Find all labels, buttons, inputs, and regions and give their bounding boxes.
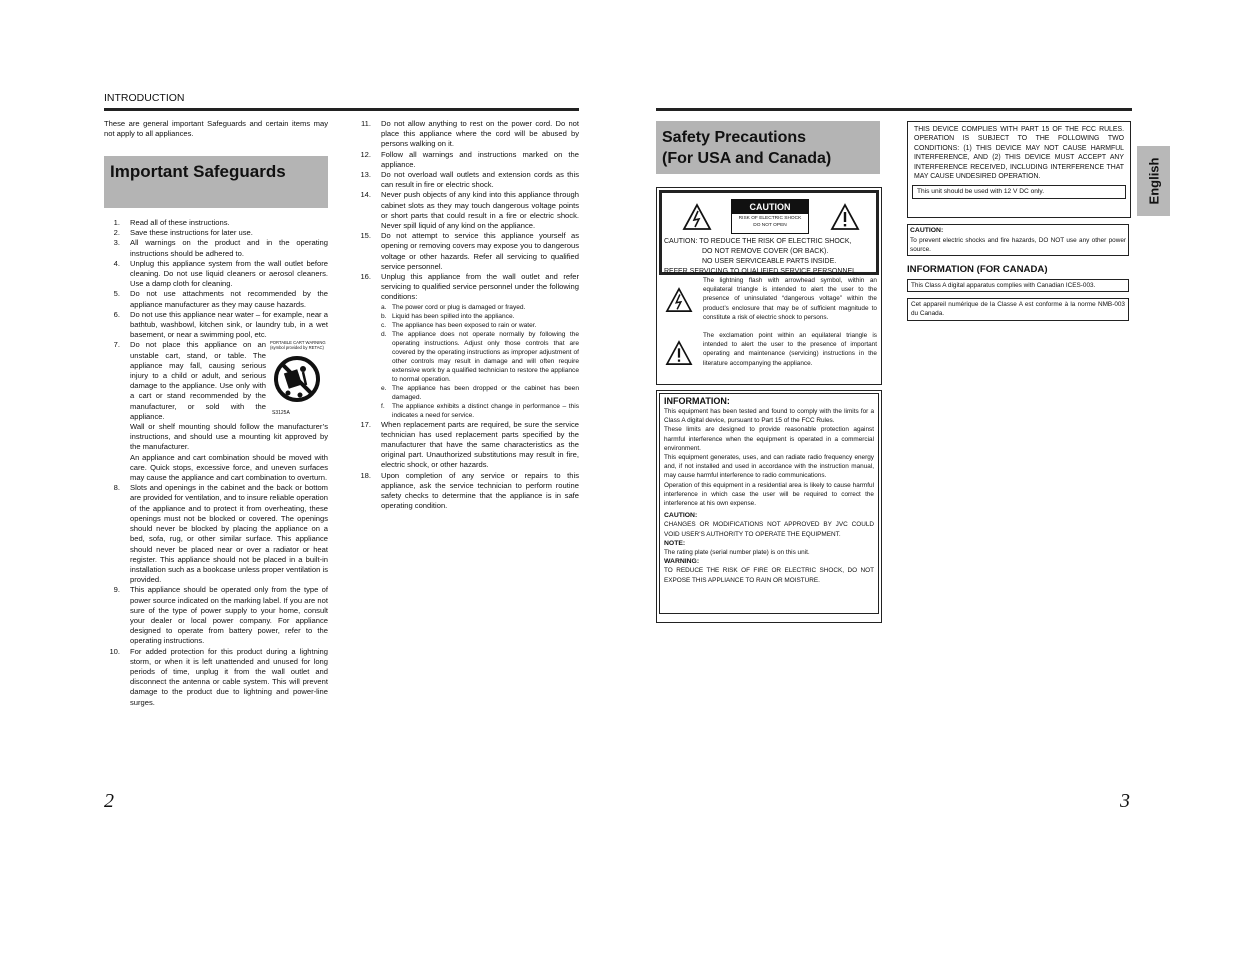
safeguards-list-11-16 <box>355 119 579 303</box>
canada-en-text: This Class A digital apparatus complies with Canadian ICES-003. <box>911 282 1096 289</box>
list-item <box>355 150 579 170</box>
condition-letter: c. <box>381 321 387 329</box>
item-text: Read all of these instructions. <box>130 218 230 227</box>
item-number: 14. <box>360 190 371 200</box>
item-text: Do not use this appliance near water – for example, near a bathtub, washbowl, kitchen sink, or laundry tub, in a wet basement, or near a swimming pool, etc. <box>130 309 328 340</box>
exclamation-triangle-icon-small <box>665 340 693 366</box>
item-number: 10. <box>109 646 120 656</box>
caution-label: CAUTION <box>732 200 808 214</box>
list-item <box>104 340 328 483</box>
list-item <box>104 259 328 290</box>
page-number-left: 2 <box>104 790 114 812</box>
intro-text: These are general important Safeguards and certain items may not apply to all appliances. <box>104 119 328 139</box>
condition-item <box>381 303 579 312</box>
canada-en-box <box>907 279 1129 292</box>
caution-line-1: CAUTION: TO REDUCE THE RISK OF ELECTRIC SHOCK, <box>664 238 852 245</box>
caution2-heading: CAUTION: <box>664 512 698 520</box>
item-number: 12. <box>360 149 371 159</box>
item-number: 4. <box>113 258 120 268</box>
condition-text: The appliance has been exposed to rain or water. <box>392 321 537 329</box>
caution-sub-2: DO NOT OPEN <box>753 222 787 228</box>
list-item <box>355 190 579 231</box>
caution-label-box <box>659 190 879 275</box>
important-safeguards-title <box>104 156 328 208</box>
cart-caption-bottom: S3125A <box>272 410 290 417</box>
lightning-text: The lightning flash with arrowhead symbol, within an equilateral triangle is intended to alert the user to the presence of uninsulated “dangerous voltage” within the product’s enclosure that may be of sufficient magnitude to constitute a risk of electric shock to persons. <box>703 277 877 321</box>
item-number: 17. <box>360 419 371 429</box>
list-item <box>104 647 328 708</box>
power-caution-box <box>907 224 1129 256</box>
header-rule-right <box>656 108 1132 111</box>
caution-line-2: DO NOT REMOVE COVER (OR BACK). <box>702 248 829 255</box>
info-paragraph: These limits are designed to provide reasonable protection against harmful interference when the equipment is operated in a commercial environment. <box>664 426 874 452</box>
info-paragraph: This equipment has been tested and found to comply with the limits for a Class A digital device, pursuant to Part 15 of the FCC Rules. <box>664 408 874 425</box>
item-text: Do not attempt to service this appliance yourself as opening or removing covers may expose you to dangerous voltage or other hazards. Refer all servicing to qualified service personnel. <box>381 231 579 271</box>
list-item <box>355 471 579 512</box>
canada-heading: INFORMATION (FOR CANADA) <box>907 264 1048 275</box>
list-item <box>104 289 328 309</box>
item-text: Unplug this appliance system from the wall outlet before cleaning. Do not use liquid cleaners or aerosol cleaners. Use a damp cloth for cleaning. <box>130 258 328 289</box>
lightning-triangle-icon-small <box>665 287 693 313</box>
cart-warning-figure <box>270 340 328 416</box>
page-number-right: 3 <box>1120 790 1130 812</box>
item-text: Follow all warnings and instructions marked on the appliance. <box>381 149 579 169</box>
list-item <box>104 218 328 228</box>
list-item <box>104 238 328 258</box>
condition-letter: f. <box>381 402 385 410</box>
item-text: Slots and openings in the cabinet and the back or bottom are provided for ventilation, and to insure reliable operation of the appliance and to protect it from overheating, these openings must not be blocked or covered. The openings should never be blocked by placing the appliance on a bed, sofa, rug, or other similar surface. This appliance should never be placed near or over a radiator or heat register. This appliance should not be placed in a built-in installation such as a bookcase unless proper ventilation is provided. <box>130 483 328 585</box>
header-rule-left <box>104 108 579 111</box>
dc-text: This unit should be used with 12 V DC only. <box>917 188 1045 196</box>
important-safeguards-title-text: Important Safeguards <box>110 162 286 181</box>
caution-center-box <box>731 199 809 234</box>
condition-text: The appliance has been dropped or the cabinet has been damaged. <box>392 384 579 401</box>
item-text: Do not use attachments not recommended by the appliance manufacturer as they may cause hazards. <box>130 289 328 309</box>
item-number: 7. <box>113 340 120 350</box>
item-number: 2. <box>113 228 120 238</box>
item-text: Do not allow anything to rest on the power cord. Do not place this appliance where the cord will be abused by persons walking on it. <box>381 119 579 149</box>
condition-text: The power cord or plug is damaged or frayed. <box>392 303 526 311</box>
safeguards-list-8-10 <box>104 483 328 707</box>
cart-caption-top: PORTABLE CART WARNING (symbol provided by RETAC) <box>270 340 326 351</box>
condition-letter: b. <box>381 312 387 320</box>
exclamation-triangle-icon <box>830 203 860 231</box>
dc-only-box <box>912 185 1126 199</box>
item-number: 16. <box>360 272 371 282</box>
item-number: 3. <box>113 238 120 248</box>
lightning-explanation <box>659 275 879 330</box>
condition-text: The appliance exhibits a distinct change in performance – this indicates a need for service. <box>392 402 579 419</box>
list-item <box>355 231 579 272</box>
item-text: Do not place this appliance on an unstable cart, stand, or table. The appliance may fall, causing serious injury to a child or adult, and serious damage to the appliance. Use only with a cart or stand recommended by the manufacturer, or sold with the appliance. <box>130 340 266 421</box>
item-text: Never push objects of any kind into this appliance through cabinet slots as they may touch dangerous voltage points or short parts that could result in a fire or electric shock. Never spill liquid of any kind on the appliance. <box>381 190 579 231</box>
condition-item <box>381 312 579 321</box>
exclaim-text: The exclamation point within an equilateral triangle is intended to alert the user to the presence of important operating and maintenance (servicing) instructions in the literature accompanying the appliance. <box>703 332 877 367</box>
note-heading: NOTE: <box>664 539 686 547</box>
language-tab-english <box>1137 146 1170 216</box>
conditions-list <box>381 303 579 420</box>
item-text: An appliance and cart combination should be moved with care. Quick stops, excessive force, and uneven surfaces may cause the appliance and cart combination to overturn. <box>130 452 328 483</box>
condition-letter: e. <box>381 384 387 392</box>
item-number: 13. <box>360 170 371 180</box>
info-paragraph: Operation of this equipment in a residential area is likely to cause harmful interference in which case the user will be required to correct the interference at his own expense. <box>664 481 874 508</box>
caution-sub-1: RISK OF ELECTRIC SHOCK <box>738 216 802 221</box>
item-text: This appliance should be operated only from the type of power source indicated on the marking label. If you are not sure of the type of power supply to your home, consult your dealer or local power company. For appliance designed to operate from battery power, refer to the operating instructions. <box>130 585 328 646</box>
caution-line-4: REFER SERVICING TO QUALIFIED SERVICE PERSONNEL. <box>664 268 858 275</box>
caution3-text: To prevent electric shocks and fire hazards, DO NOT use any other power source. <box>910 236 1126 253</box>
list-item <box>104 310 328 341</box>
caution2-text: CHANGES OR MODIFICATIONS NOT APPROVED BY JVC COULD VOID USER’S AUTHORITY TO OPERATE THE EQUIPMENT. <box>664 521 874 538</box>
condition-text: Liquid has been spilled into the appliance. <box>392 312 515 320</box>
info-paragraph: This equipment generates, uses, and can radiate radio frequency energy and, if not installed and used in accordance with the instruction manual, may cause harmful interference to radio communications. <box>664 454 874 480</box>
caution3-heading: CAUTION: <box>910 227 944 234</box>
list-item <box>355 170 579 190</box>
caution-line-3: NO USER SERVICEABLE PARTS INSIDE. <box>702 258 837 265</box>
item-number: 8. <box>113 483 120 493</box>
safeguards-column-1 <box>104 218 328 708</box>
item-text: Wall or shelf mounting should follow the manufacturer’s instructions, and should use a mounting kit approved by the manufacturer. <box>130 422 328 452</box>
lightning-triangle-icon <box>682 203 712 231</box>
list-item <box>104 228 328 238</box>
list-item <box>355 272 579 303</box>
info-paragraphs <box>664 407 874 508</box>
item16-conditions <box>355 303 579 420</box>
item-text: When replacement parts are required, be sure the service technician has used replacement parts specified by the manufacturer that have the same characteristics as the original part. Unauthorized substitutions may result in fire, electric shock, or other hazards. <box>381 419 579 470</box>
list-item <box>355 420 579 471</box>
item-number: 1. <box>113 218 120 227</box>
info-heading: INFORMATION: <box>664 396 730 406</box>
safeguards-list-17-18 <box>355 420 579 512</box>
section-label: INTRODUCTION <box>104 92 185 104</box>
condition-letter: a. <box>381 303 387 311</box>
item-number: 15. <box>360 231 371 241</box>
note-text: The rating plate (serial number plate) is on this unit. <box>664 549 810 557</box>
safeguards-list-1-6 <box>104 218 328 340</box>
language-tab-label: English <box>1146 157 1161 205</box>
condition-item <box>381 402 579 420</box>
title-line-1: Safety Precautions <box>662 129 807 146</box>
safety-precautions-title <box>656 121 880 174</box>
exclaim-explanation <box>659 330 879 378</box>
information-panel <box>656 390 882 623</box>
condition-letter: d. <box>381 330 387 338</box>
list-item <box>104 483 328 585</box>
condition-item <box>381 321 579 330</box>
item-number: 5. <box>113 289 120 299</box>
title-line-2: (For USA and Canada) <box>662 150 832 167</box>
condition-text: The appliance does not operate normally by following the operating instructions. Adjust only those controls that are covered by the operating instructions as improper adjustment of other controls may result in damage and will often require extensive work by a qualified technician to restore the appliance to normal operation. <box>392 330 579 383</box>
cart-tipping-icon <box>272 351 322 407</box>
canada-fr-box <box>907 298 1129 321</box>
item-number: 9. <box>113 585 120 595</box>
caution-text <box>662 237 876 277</box>
safeguards-column-2 <box>355 119 579 511</box>
item-number: 18. <box>360 470 371 480</box>
item-text: Save these instructions for later use. <box>130 228 253 238</box>
fcc-compliance-box <box>907 121 1131 218</box>
condition-item <box>381 330 579 384</box>
item-number: 6. <box>113 309 120 319</box>
warning-heading: WARNING: <box>664 558 700 566</box>
warning-text: TO REDUCE THE RISK OF FIRE OR ELECTRIC SHOCK, DO NOT EXPOSE THIS APPLIANCE TO RAIN OR MOISTURE. <box>664 567 874 584</box>
canada-fr-text: Cet appareil numérique de la Classe A est conforme à la norme NMB-003 du Canada. <box>911 301 1125 318</box>
item-text: For added protection for this product during a lightning storm, or when it is left unattended and unused for long periods of time, unplug it from the wall outlet and disconnect the antenna or cable system. This will prevent damage to the product due to lightning and power-line surges. <box>130 646 328 707</box>
fcc-text: THIS DEVICE COMPLIES WITH PART 15 OF THE FCC RULES. OPERATION IS SUBJECT TO THE FOLLOWING TWO CONDITIONS: (1) THIS DEVICE MAY NOT CAUSE HARMFUL INTERFERENCE, AND (2) THIS DEVICE MUST ACCEPT ANY INTERFERENCE RECEIVED, INCLUDING INTERFERENCE THAT MAY CAUSE UNDESIRED OPERATION. <box>914 126 1124 181</box>
item-text: Upon completion of any service or repairs to this appliance, ask the service technician to perform routine safety checks to determine that the appliance is in safe operating condition. <box>381 470 579 511</box>
list-item <box>104 585 328 646</box>
item-text: All warnings on the product and in the operating instructions should be adhered to. <box>130 238 328 258</box>
list-item <box>355 119 579 150</box>
condition-item <box>381 384 579 402</box>
information-inner <box>659 393 879 614</box>
item-number: 11. <box>361 119 371 128</box>
caution-panel <box>656 187 882 385</box>
item-text: Unplug this appliance from the wall outlet and refer servicing to qualified service personnel under the following conditions: <box>381 272 579 302</box>
item-text: Do not overload wall outlets and extension cords as this can result in fire or electric shock. <box>381 170 579 190</box>
